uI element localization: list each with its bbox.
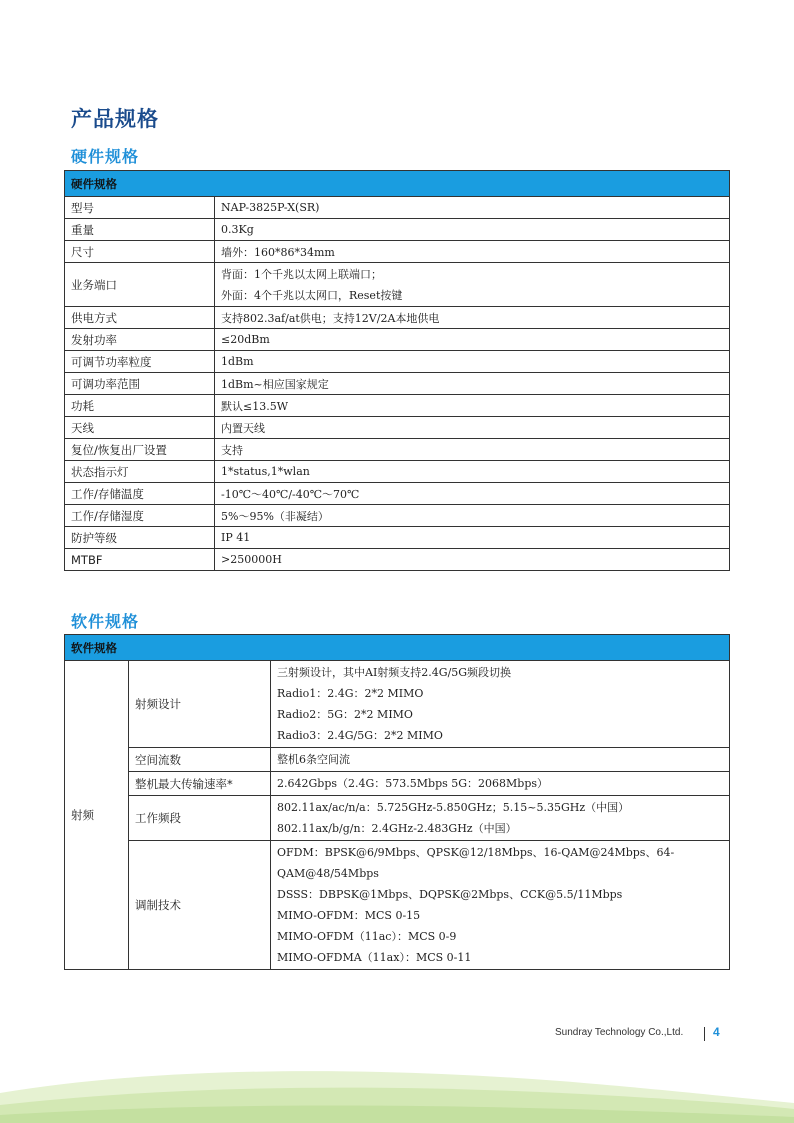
group-label: 射频 — [65, 661, 129, 970]
footer-company: Sundray Technology Co.,Ltd. — [555, 1027, 684, 1038]
hardware-spec-row — [65, 549, 730, 571]
spec-value-line: MIMO-OFDM：MCS 0-15 — [277, 909, 421, 922]
software-spec-row — [65, 661, 730, 748]
spec-label: 防护等级 — [65, 527, 215, 549]
spec-label: 供电方式 — [65, 307, 215, 329]
hardware-spec-row — [65, 505, 730, 527]
hardware-spec-row — [65, 461, 730, 483]
spec-label: 型号 — [65, 197, 215, 219]
page-number: 4 — [713, 1025, 720, 1039]
hardware-section-title: 硬件规格 — [71, 147, 140, 166]
spec-value-line: 1dBm~相应国家规定 — [221, 377, 329, 391]
spec-value-line: DSSS：DBPSK@1Mbps、DQPSK@2Mbps、CCK@5.5/11Mbps — [277, 888, 623, 901]
spec-value-line: 802.11ax/b/g/n：2.4GHz-2.483GHz（中国） — [277, 822, 517, 835]
spec-label: 调制技术 — [129, 841, 271, 970]
spec-value-line: 整机6条空间流 — [277, 753, 350, 766]
spec-value — [215, 307, 730, 329]
hardware-spec-row — [65, 373, 730, 395]
hardware-spec-row — [65, 329, 730, 351]
spec-value-line: 2.642Gbps（2.4G：573.5Mbps 5G：2068Mbps） — [277, 777, 549, 790]
hardware-spec-row — [65, 483, 730, 505]
spec-value — [215, 373, 730, 395]
spec-value-line: NAP-3825P-X(SR) — [221, 201, 320, 214]
hardware-spec-table — [64, 170, 730, 571]
spec-value — [215, 263, 730, 307]
software-spec-row — [65, 796, 730, 841]
spec-value — [215, 439, 730, 461]
spec-value-line: MIMO-OFDM（11ac）：MCS 0-9 — [277, 930, 457, 943]
spec-value — [215, 197, 730, 219]
spec-value-line: MIMO-OFDMA（11ax）：MCS 0-11 — [277, 951, 472, 964]
spec-value — [215, 505, 730, 527]
spec-value-line: Radio1：2.4G：2*2 MIMO — [277, 687, 424, 700]
spec-value-line: OFDM：BPSK@6/9Mbps、QPSK@12/18Mbps、16-QAM@24Mbps、64-QAM@48/54Mbps — [277, 846, 675, 880]
spec-value — [271, 796, 730, 841]
software-spec-row — [65, 748, 730, 772]
spec-label: 工作/存储湿度 — [65, 505, 215, 527]
spec-value — [215, 527, 730, 549]
spec-label: 整机最大传输速率* — [129, 772, 271, 796]
spec-value — [271, 748, 730, 772]
spec-value-line: Radio2：5G：2*2 MIMO — [277, 708, 413, 721]
spec-value — [215, 483, 730, 505]
spec-value-line: >250000H — [221, 553, 282, 566]
spec-value — [215, 395, 730, 417]
spec-label: 功耗 — [65, 395, 215, 417]
spec-value — [215, 461, 730, 483]
hardware-spec-row — [65, 395, 730, 417]
spec-value — [215, 219, 730, 241]
spec-value-line: -10℃～40℃/-40℃～70℃ — [221, 487, 360, 501]
spec-value-line: 三射频设计，其中AI射频支持2.4G/5G频段切换 — [277, 666, 512, 679]
software-section-title: 软件规格 — [71, 612, 140, 631]
spec-label: MTBF — [65, 549, 215, 571]
hardware-spec-row — [65, 439, 730, 461]
hardware-spec-row — [65, 417, 730, 439]
spec-label: 工作/存储温度 — [65, 483, 215, 505]
spec-label: 发射功率 — [65, 329, 215, 351]
spec-label: 空间流数 — [129, 748, 271, 772]
spec-value — [215, 417, 730, 439]
hardware-spec-row — [65, 263, 730, 307]
spec-value — [215, 351, 730, 373]
spec-label: 尺寸 — [65, 241, 215, 263]
hardware-spec-row — [65, 351, 730, 373]
software-table-header: 软件规格 — [65, 635, 730, 661]
spec-value-line: 0.3Kg — [221, 223, 254, 236]
hardware-table-header: 硬件规格 — [65, 171, 730, 197]
spec-value — [271, 841, 730, 970]
spec-value-line: 支持802.3af/at供电；支持12V/2A本地供电 — [221, 311, 440, 325]
spec-label: 可调功率范围 — [65, 373, 215, 395]
spec-label: 重量 — [65, 219, 215, 241]
spec-value-line: 内置天线 — [221, 421, 265, 435]
hardware-spec-row — [65, 197, 730, 219]
spec-label: 复位/恢复出厂设置 — [65, 439, 215, 461]
software-spec-table — [64, 634, 730, 970]
hardware-spec-row — [65, 241, 730, 263]
spec-label: 可调节功率粒度 — [65, 351, 215, 373]
spec-value — [215, 241, 730, 263]
spec-value-line: 外面：4个千兆以太网口，Reset按键 — [221, 288, 403, 302]
spec-value-line: 支持 — [221, 443, 243, 457]
hardware-spec-row — [65, 219, 730, 241]
spec-value — [215, 329, 730, 351]
spec-label: 状态指示灯 — [65, 461, 215, 483]
footer-wave-decoration — [0, 1063, 794, 1123]
spec-value-line: 1*status,1*wlan — [221, 465, 310, 478]
hardware-spec-row — [65, 527, 730, 549]
spec-label: 工作频段 — [129, 796, 271, 841]
spec-value-line: 背面：1个千兆以太网上联端口； — [221, 267, 382, 281]
hardware-spec-row — [65, 307, 730, 329]
spec-value-line: ≤20dBm — [221, 333, 270, 346]
spec-value — [215, 549, 730, 571]
spec-value-line: IP 41 — [221, 531, 251, 544]
spec-value-line: 默认≤13.5W — [221, 399, 289, 413]
spec-value-line: 墙外：160*86*34mm — [221, 245, 335, 259]
spec-value-line: Radio3：2.4G/5G：2*2 MIMO — [277, 729, 443, 742]
spec-value-line: 5%～95%（非凝结） — [221, 509, 329, 523]
spec-value-line: 1dBm — [221, 355, 254, 368]
spec-label: 射频设计 — [129, 661, 271, 748]
software-spec-row — [65, 772, 730, 796]
spec-label: 天线 — [65, 417, 215, 439]
software-spec-row — [65, 841, 730, 970]
spec-value-line: 802.11ax/ac/n/a：5.725GHz-5.850GHz；5.15~5.35GHz（中国） — [277, 801, 630, 814]
footer-divider — [704, 1027, 705, 1041]
spec-label: 业务端口 — [65, 263, 215, 307]
page-title: 产品规格 — [71, 107, 159, 131]
spec-value — [271, 661, 730, 748]
spec-value — [271, 772, 730, 796]
